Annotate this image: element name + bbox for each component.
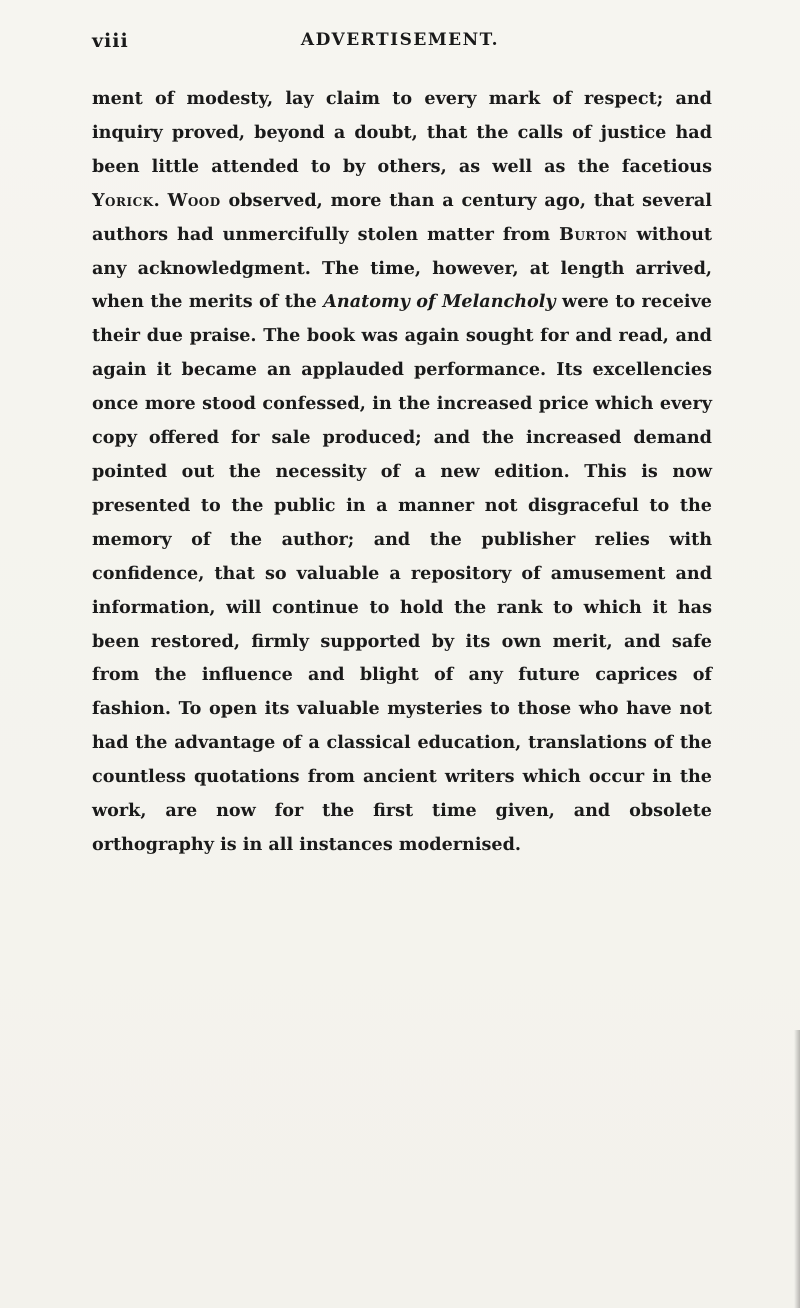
name-burton: Burton	[559, 223, 628, 245]
text-run-3: observed, more than a century ago, that several authors had unmercifully stolen matter from	[92, 189, 712, 245]
name-yorick: Yorick	[92, 189, 154, 211]
running-title: ADVERTISEMENT.	[300, 30, 500, 50]
book-title: Anatomy of Melancholy	[323, 291, 556, 313]
name-wood: Wood	[167, 189, 221, 211]
page-number: viii	[92, 30, 129, 52]
text-run-5: were to receive their due praise. The book was again sought for and read, and again it became an applauded performance. Its excellencies once more stood confessed, in the increased price which every copy offered for sale produced; and the increased demand pointed out the necessity of a new edition. This is now presented to the public in a manner not disgraceful to the memory of the author; and the publisher relies with confidence, that so valuable a repository of amusement and information, will continue to hold the rank to which it has been restored, firmly supported by its own merit, and safe from the influence and blight of any future caprices of fashion. To open its valuable mysteries to those who have not had the advantage of a classical education, translations of the countless quotations from ancient writers which occur in the work, are now for the first time given, and obsolete orthography is in all instances modernised.	[92, 291, 712, 855]
text-run-1: ment of modesty, lay claim to every mark of respect; and inquiry proved, beyond a doubt, that the calls of justice had been little attended to by others, as well as the facetious	[92, 88, 712, 177]
text-run-2: .	[153, 189, 168, 211]
running-header	[92, 30, 708, 56]
body-paragraph	[92, 82, 712, 862]
page-edge-shadow	[794, 1030, 800, 1308]
text-run-4: without any acknowledgment. The time, however, at length arrived, when the merits of the	[92, 223, 712, 313]
